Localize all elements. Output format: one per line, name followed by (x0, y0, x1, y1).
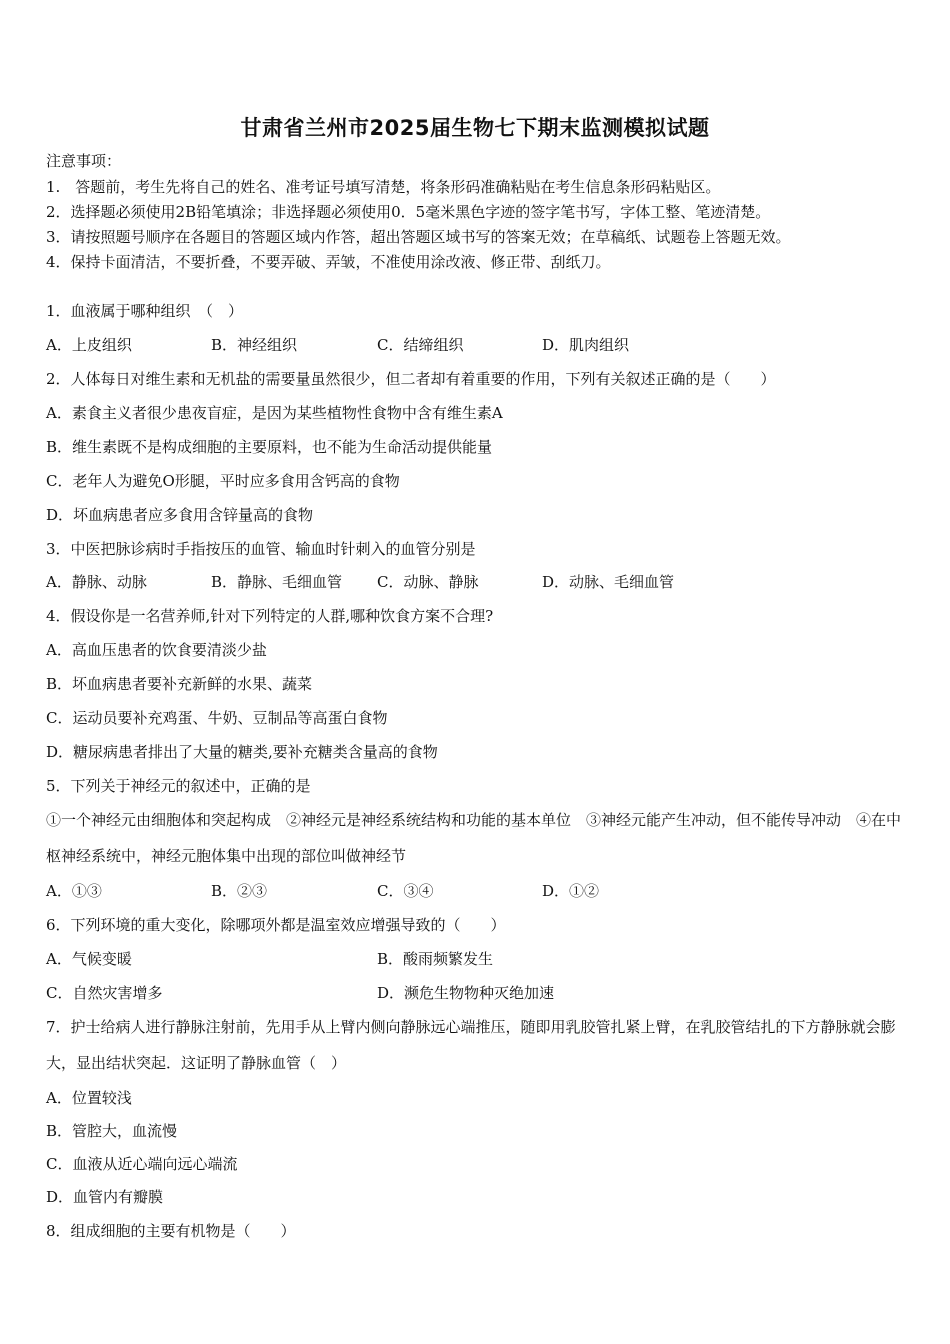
question-2-option-d: D．坏血病患者应多食用含锌量高的食物 (46, 506, 314, 524)
question-2-option-c: C．老年人为避免O形腿，平时应多食用含钙高的食物 (46, 472, 400, 490)
question-1-option-b: B．神经组织 (211, 336, 298, 354)
question-7-option-a: A．位置较浅 (46, 1089, 132, 1107)
question-7-stem: 7．护士给病人进行静脉注射前，先用手从上臂内侧向静脉远心端推压，随即用乳胶管扎紧上臂，在乳胶管结扎的下方静脉就会膨大，显出结状突起．这证明了静脉血管（ ） (46, 1018, 896, 1072)
question-4-stem: 4．假设你是一名营养师,针对下列特定的人群,哪种饮食方案不合理? (46, 607, 494, 625)
question-4-option-c: C．运动员要补充鸡蛋、牛奶、豆制品等高蛋白食物 (46, 709, 388, 727)
question-1-option-c: C．结缔组织 (377, 336, 464, 354)
question-7-option-d: D．血管内有瓣膜 (46, 1188, 164, 1206)
question-3-stem: 3．中医把脉诊病时手指按压的血管、输血时针刺入的血管分别是 (46, 540, 476, 558)
question-4-option-a: A．高血压患者的饮食要清淡少盐 (46, 641, 267, 659)
question-6-option-c: C．自然灾害增多 (46, 984, 163, 1002)
question-6-option-b: B．酸雨频繁发生 (377, 950, 494, 968)
question-3-option-b: B．静脉、毛细血管 (211, 573, 343, 591)
question-5-option-c: C．③④ (377, 882, 434, 900)
question-1-option-d: D．肌肉组织 (542, 336, 630, 354)
question-3-option-c: C．动脉、静脉 (377, 573, 479, 591)
question-5-statements: ①一个神经元由细胞体和突起构成 ②神经元是神经系统结构和功能的基本单位 ③神经元能产生冲动，但不能传导冲动 ④在中枢神经系统中，神经元胞体集中出现的部位叫做神经节 (46, 811, 902, 865)
question-1-option-a: A．上皮组织 (46, 336, 132, 354)
question-7-option-c: C．血液从近心端向远心端流 (46, 1155, 238, 1173)
question-5-option-b: B．②③ (211, 882, 268, 900)
question-2-option-b: B．维生素既不是构成细胞的主要原料，也不能为生命活动提供能量 (46, 438, 493, 456)
question-6-option-d: D．濒危生物物种灭绝加速 (377, 984, 555, 1002)
question-1-stem: 1．血液属于哪种组织 （ ） (46, 302, 244, 320)
question-3-option-a: A．静脉、动脉 (46, 573, 147, 591)
question-2-option-a: A．素食主义者很少患夜盲症，是因为某些植物性食物中含有维生素A (46, 404, 503, 422)
question-6-stem: 6．下列环境的重大变化，除哪项外都是温室效应增强导致的（ ） (46, 916, 506, 934)
question-7-option-b: B．管腔大，血流慢 (46, 1122, 178, 1140)
question-3-option-d: D．动脉、毛细血管 (542, 573, 675, 591)
notice-item-3: 3．请按照题号顺序在各题目的答题区域内作答，超出答题区域书写的答案无效；在草稿纸、试题卷上答题无效。 (46, 228, 791, 246)
question-2-stem: 2．人体每日对维生素和无机盐的需要量虽然很少，但二者却有着重要的作用，下列有关叙述正确的是（ ） (46, 370, 776, 388)
notice-item-1: 1. 答题前，考生先将自己的姓名、准考证号填写清楚，将条形码准确粘贴在考生信息条形码粘贴区。 (46, 178, 721, 196)
question-6-option-a: A．气候变暖 (46, 950, 132, 968)
notice-item-4: 4．保持卡面清洁，不要折叠，不要弄破、弄皱，不准使用涂改液、修正带、刮纸刀。 (46, 253, 611, 271)
notice-heading: 注意事项： (46, 152, 122, 170)
page-title: 甘肃省兰州市2025届生物七下期末监测模拟试题 (240, 116, 710, 140)
question-4-option-d: D．糖尿病患者排出了大量的糖类,要补充糖类含量高的食物 (46, 743, 438, 761)
question-5-option-a: A．①③ (46, 882, 102, 900)
question-8-stem: 8．组成细胞的主要有机物是（ ） (46, 1222, 296, 1240)
notice-item-2: 2．选择题必须使用2B铅笔填涂；非选择题必须使用0．5毫米黑色字迹的签字笔书写，字体工整、笔迹清楚。 (46, 203, 771, 221)
question-5-stem: 5．下列关于神经元的叙述中，正确的是 (46, 777, 311, 795)
question-5-option-d: D．①② (542, 882, 600, 900)
question-4-option-b: B．坏血病患者要补充新鲜的水果、蔬菜 (46, 675, 313, 693)
